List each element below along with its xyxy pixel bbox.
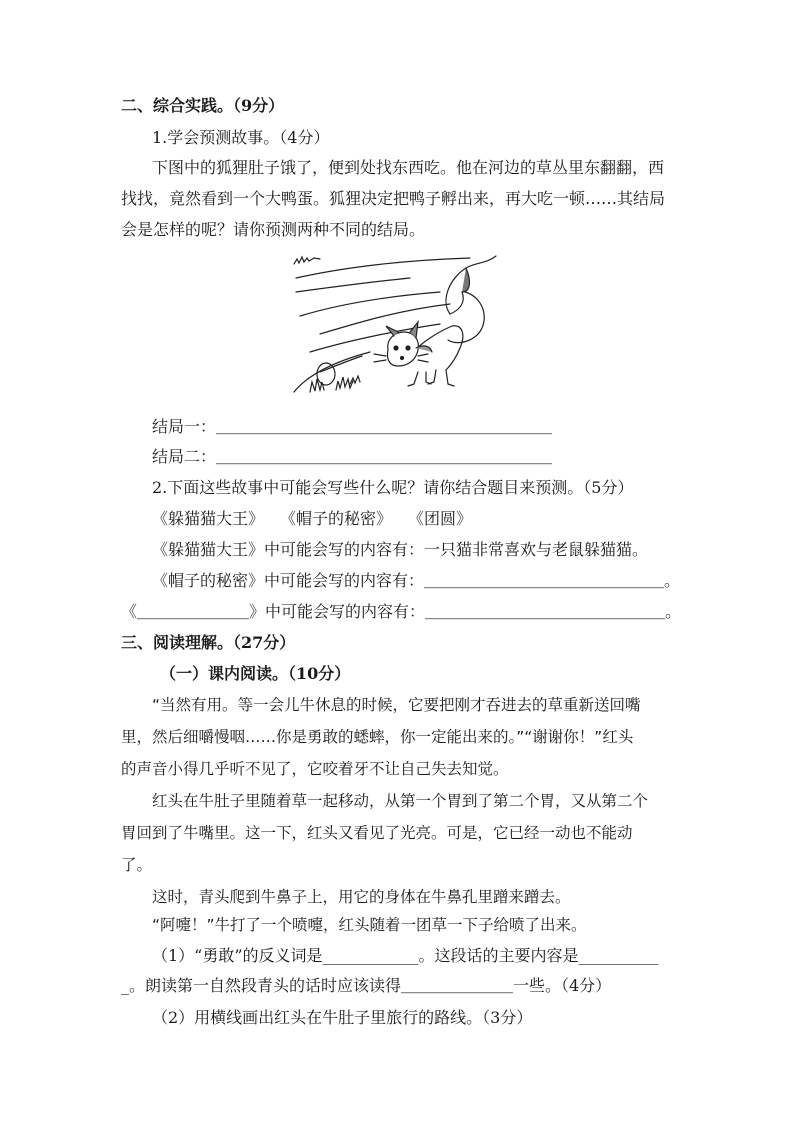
section-2-heading: 二、综合实践。（9分） — [121, 96, 285, 115]
part-1-question-1-line-1[interactable]: （1）“勇敢”的反义词是____________。这段话的主要内容是__________ — [152, 946, 659, 965]
example-answer: 《躲猫猫大王》中可能会写的内容有：一只猫非常喜欢与老鼠躲猫猫。 — [152, 540, 649, 559]
reading-p2-line-3: 了。 — [121, 856, 153, 874]
reading-p4: “阿嚏！”牛打了一个喷嚏，红头随着一团草一下子给喷了出来。 — [152, 916, 587, 934]
ending-1-blank[interactable]: 结局一：＿＿＿＿＿＿＿＿＿＿＿＿＿＿＿＿＿＿＿＿＿ — [152, 417, 553, 436]
reading-p2-line-1: 红头在牛肚子里随着草一起移动，从第一个胃到了第二个胃，又从第二个 — [152, 792, 649, 810]
reading-p3: 这时，青头爬到牛鼻子上，用它的身体在牛鼻孔里蹭来蹭去。 — [152, 888, 571, 906]
question-1-paragraph-line-1: 下图中的狐狸肚子饿了，便到处找东西吃。他在河边的草丛里东翻翻，西 — [152, 158, 665, 177]
section-3-heading: 三、阅读理解。（27分） — [121, 633, 296, 652]
question-1-title: 1.学会预测故事。（4分） — [152, 128, 330, 147]
hat-secret-blank[interactable]: 《帽子的秘密》中可能会写的内容有：＿＿＿＿＿＿＿＿＿＿＿＿＿＿＿。 — [152, 571, 681, 590]
ending-2-blank[interactable]: 结局二：＿＿＿＿＿＿＿＿＿＿＿＿＿＿＿＿＿＿＿＿＿ — [152, 447, 553, 466]
reading-p1-line-2: 里，然后细嚼慢咽……你是勇敢的蟋蟀，你一定能出来的。”“谢谢你！”红头 — [121, 728, 634, 746]
reading-p2-line-2: 胃回到了牛嘴里。这一下，红头又看见了光亮。可是，它已经一动也不能动 — [121, 824, 633, 842]
part-1-question-2: （2）用横线画出红头在牛肚子里旅行的路线。（3分） — [152, 1008, 533, 1027]
part-1-question-1-line-2[interactable]: _。朗读第一自然段青头的话时应该读得＿＿＿＿＿＿＿一些。（4分） — [121, 976, 612, 995]
reading-p1-line-1: “当然有用。等一会儿牛休息的时候，它要把刚才吞进去的草重新送回嘴 — [152, 696, 641, 714]
question-1-paragraph-line-3: 会是怎样的呢？请你预测两种不同的结局。 — [121, 220, 426, 239]
question-1-paragraph-line-2: 找找，竟然看到一个大鸭蛋。狐狸决定把鸭子孵出来，再大吃一顿……其结局 — [121, 189, 666, 208]
fox-by-river-illustration-icon — [290, 252, 504, 404]
custom-title-blank[interactable]: 《＿＿＿＿＿＿＿》中可能会写的内容有：＿＿＿＿＿＿＿＿＿＿＿＿＿＿＿。 — [121, 602, 682, 621]
story-titles: 《躲猫猫大王》 《帽子的秘密》 《团圆》 — [152, 509, 473, 528]
reading-p1-line-3: 的声音小得几乎听不见了，它咬着牙不让自己失去知觉。 — [121, 760, 509, 778]
part-1-heading: （一）课内阅读。（10分） — [160, 664, 351, 683]
question-2-title: 2.下面这些故事中可能会写些什么呢？请你结合题目来预测。（5分） — [152, 478, 634, 497]
